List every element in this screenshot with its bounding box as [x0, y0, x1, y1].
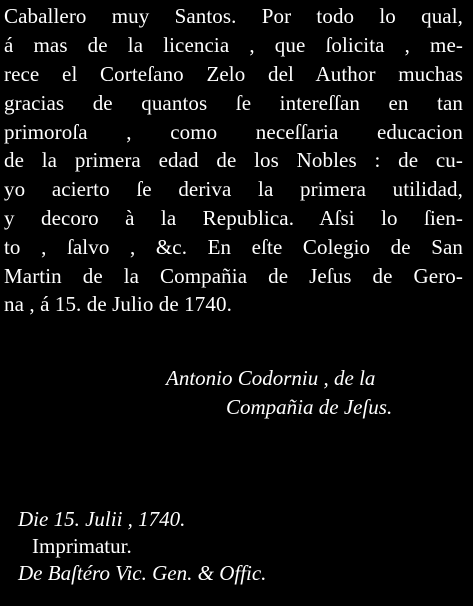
- body-line: na , á 15. de Julio de 1740.: [4, 292, 232, 316]
- date-prefix: Die: [18, 507, 49, 531]
- approval-authority: De Baſtéro Vic. Gen. & Offic.: [18, 561, 267, 585]
- signature-name: Antonio Codorniu , de la: [166, 366, 376, 390]
- body-line: Martin de la Compañia de Jeſus de Gero-: [4, 264, 463, 288]
- body-line: á mas de la licencia , que ſolicita , me-: [4, 33, 463, 57]
- body-line: Caballero muy Santos. Por todo lo qual,: [4, 4, 463, 28]
- body-line: gracias de quantos ſe intereſſan en tan: [4, 91, 463, 115]
- approval-date: [18, 505, 185, 533]
- body-line: y decoro à la Republica. Aſsi lo ſien-: [4, 206, 463, 230]
- body-line: rece el Corteſano Zelo del Author muchas: [4, 62, 463, 86]
- body-line: yo acierto ſe deriva la primera utilidad,: [4, 177, 463, 201]
- body-line: to , ſalvo , &c. En eſte Colegio de San: [4, 235, 463, 259]
- body-line: primoroſa , como neceſſaria educacion: [4, 120, 463, 144]
- date-value: 15. Julii , 1740.: [53, 507, 186, 531]
- signature-affiliation: Compañia de Jeſus.: [226, 395, 393, 419]
- imprimatur: Imprimatur.: [32, 534, 132, 558]
- body-line: de la primera edad de los Nobles : de cu-: [4, 148, 463, 172]
